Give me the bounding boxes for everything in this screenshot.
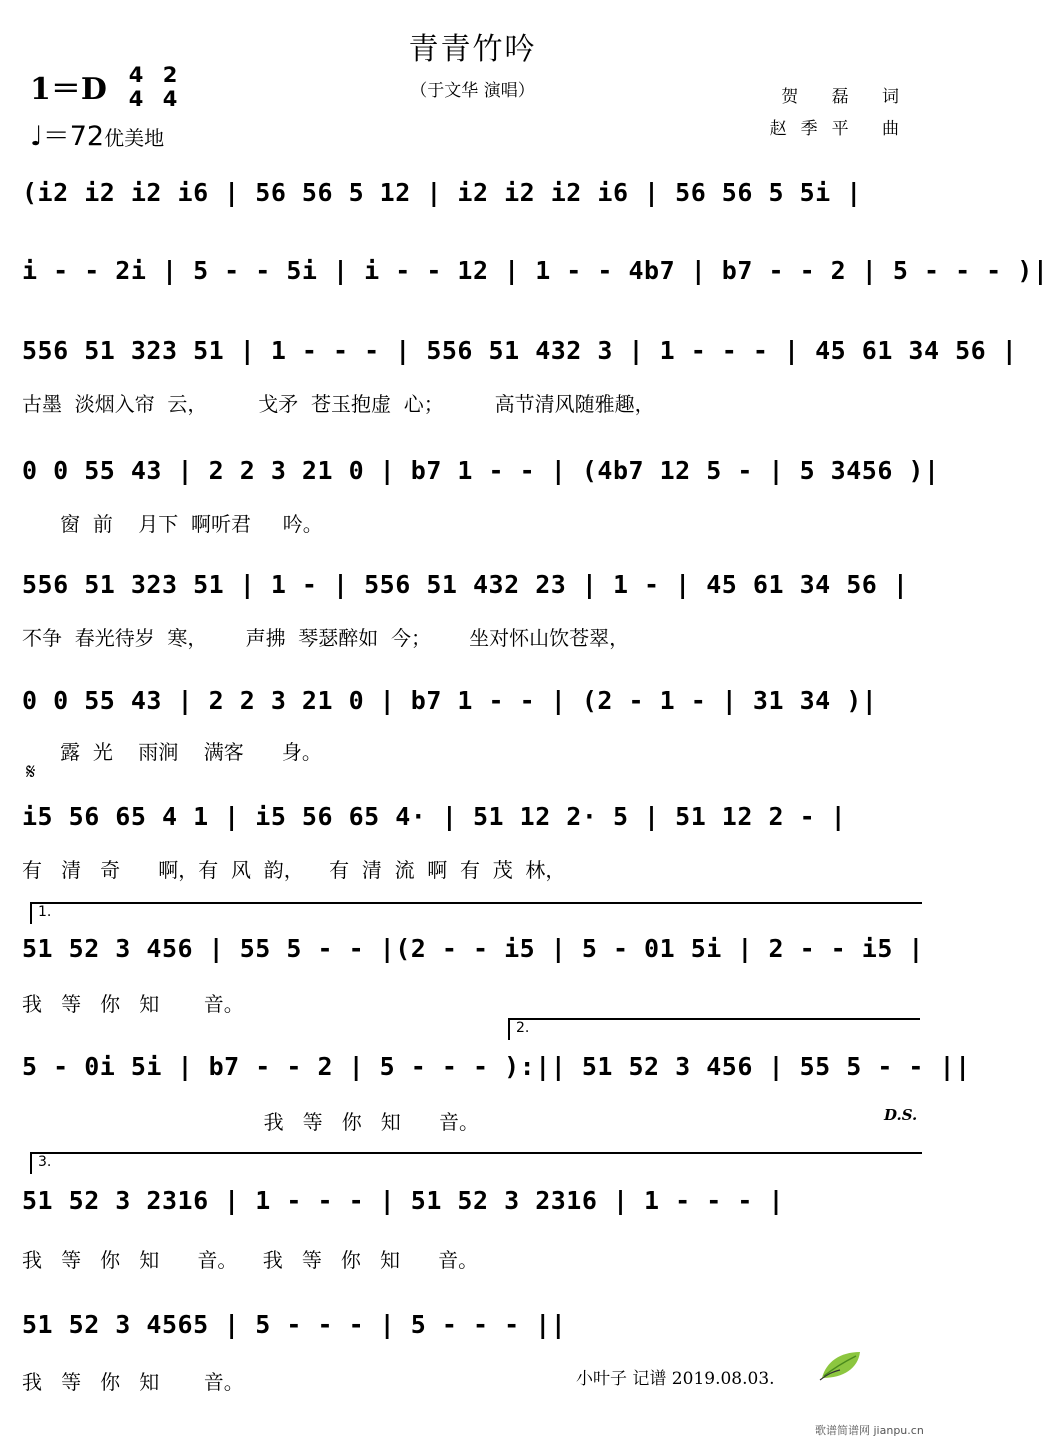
transcriber-credit: 小叶子 记谱 2019.08.03. xyxy=(576,1369,775,1389)
volta-bracket-3 xyxy=(30,1152,922,1174)
time-signature-2-denominator: 4 xyxy=(162,87,178,111)
notation-line: 556 51 323 51 | 1 - - - | 556 51 432 3 | 1 - - - | 45 61 34 56 | xyxy=(22,336,1018,365)
lyrics-line: 露 光 雨涧 满客 身。 xyxy=(22,740,322,764)
tempo-expression: 优美地 xyxy=(104,126,165,150)
lyrics-line: 我 等 你 知 音。 xyxy=(22,1110,479,1134)
notation-line: 51 52 3 4565 | 5 - - - | 5 - - - || xyxy=(22,1310,567,1339)
notation-line: 556 51 323 51 | 1 - | 556 51 432 23 | 1 - | 45 61 34 56 | xyxy=(22,570,909,599)
time-signature-2-numerator: 2 xyxy=(162,63,178,87)
lyrics-line: 不争 春光待岁 寒， 声拂 琴瑟醉如 今； 坐对怀山饮苍翠， xyxy=(22,626,630,650)
tempo-marking xyxy=(30,114,164,153)
quarter-note-icon: ♩ xyxy=(30,121,43,152)
notation-line: (i2 i2 i2 i6 | 56 56 5 12 | i2 i2 i2 i6 | 56 56 5 5i | xyxy=(22,178,862,207)
lyrics-line: 窗 前 月下 啊听君 吟。 xyxy=(22,512,323,536)
lyrics-line: 古墨 淡烟入帘 云， 戈矛 苍玉抱虚 心； 高节清风随雅趣， xyxy=(22,392,655,416)
lyrics-line: 有 清 奇 啊，有 风 韵， 有 清 流 啊 有 茂 林， xyxy=(22,858,566,882)
composer-credit: 赵季平 曲 xyxy=(769,119,913,139)
notation-line: 0 0 55 43 | 2 2 3 21 0 | b7 1 - - | (2 - 1 - | 31 34 )| xyxy=(22,686,878,715)
volta-bracket-2 xyxy=(508,1018,920,1040)
time-signature-1-numerator: 4 xyxy=(128,63,144,87)
notation-line: i - - 2i | 5 - - 5i | i - - 12 | 1 - - 4b7 | b7 - - 2 | 5 - - - )| xyxy=(22,256,1048,285)
lyrics-line: 我 等 你 知 音。 xyxy=(22,1370,244,1394)
volta-number-3: 3. xyxy=(38,1154,52,1170)
key-signature: 1＝D xyxy=(30,72,107,107)
tempo-value: ＝72 xyxy=(42,121,105,152)
time-signature-1-denominator: 4 xyxy=(128,87,144,111)
lyricist-credit: 贺 磊 词 xyxy=(781,87,913,107)
notation-line: 0 0 55 43 | 2 2 3 21 0 | b7 1 - - | (4b7 12 5 - | 5 3456 )| xyxy=(22,456,940,485)
notation-line: 5 - 0i 5i | b7 - - 2 | 5 - - - ):|| 51 52 3 456 | 55 5 - - || xyxy=(22,1052,971,1081)
notation-line: i5 56 65 4 1 | i5 56 65 4· | 51 12 2· 5 | 51 12 2 - | xyxy=(22,802,847,831)
leaf-icon xyxy=(818,1348,864,1382)
lyrics-line: 我 等 你 知 音。 我 等 你 知 音。 xyxy=(22,1248,479,1272)
song-title: 青青竹吟 xyxy=(408,32,537,67)
volta-bracket-1 xyxy=(30,902,922,924)
dal-segno-mark: D.S. xyxy=(884,1106,918,1124)
lyrics-line: 我 等 你 知 音。 xyxy=(22,992,244,1016)
site-watermark: 歌谱简谱网 jianpu.cn xyxy=(815,1424,924,1437)
performer-note: （于文华 演唱） xyxy=(410,81,535,101)
segno-icon: 𝄋 xyxy=(26,760,36,785)
notation-line: 51 52 3 2316 | 1 - - - | 51 52 3 2316 | 1 - - - | xyxy=(22,1186,785,1215)
volta-number-2: 2. xyxy=(516,1020,530,1036)
notation-line: 51 52 3 456 | 55 5 - - |(2 - - i5 | 5 - 01 5i | 2 - - i5 | xyxy=(22,934,924,963)
volta-number-1: 1. xyxy=(38,904,52,920)
